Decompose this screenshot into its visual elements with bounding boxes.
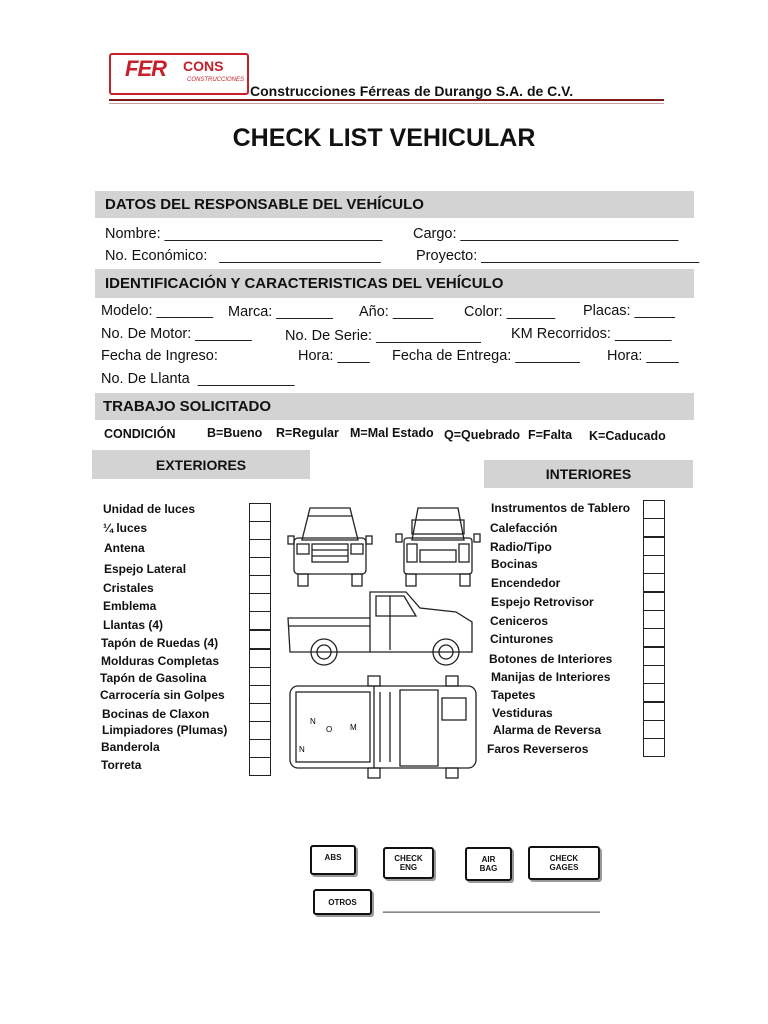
field-fecha-ingreso[interactable]: Fecha de Ingreso:: [101, 348, 218, 364]
int-checkbox[interactable]: [643, 628, 665, 647]
field-fecha-entrega[interactable]: Fecha de Entrega: ________: [392, 348, 580, 364]
field-nombre[interactable]: Nombre: ___________________________: [105, 226, 383, 242]
ext-checkbox[interactable]: [249, 521, 271, 540]
int-checkbox[interactable]: [643, 720, 665, 739]
field-hora-entrega[interactable]: Hora: ____: [607, 348, 679, 364]
int-item-label: Tapetes: [491, 688, 536, 702]
int-item-label: Botones de Interiores: [489, 652, 613, 666]
ext-item-label: Torreta: [101, 758, 142, 772]
ext-item-label: Molduras Completas: [101, 654, 220, 668]
int-checkbox[interactable]: [643, 702, 665, 721]
int-item-label: Vestiduras: [492, 706, 553, 720]
field-no-motor[interactable]: No. De Motor: _______: [101, 326, 252, 342]
int-item-label: Calefacción: [490, 521, 558, 535]
int-checkbox[interactable]: [643, 738, 665, 757]
otros-line[interactable]: ______________________________: [383, 898, 600, 913]
truck-front-view-icon: [288, 508, 372, 586]
field-anio[interactable]: Año: _____: [359, 304, 434, 320]
ext-item-label: Cristales: [103, 581, 154, 595]
ext-item-label: Carrocería sin Golpes: [100, 688, 225, 702]
logo-text-cons: CONS: [183, 58, 224, 74]
diagram-mark-n1: N: [310, 717, 316, 726]
exteriores-title: EXTERIORES: [155, 456, 247, 473]
ext-item-label: Banderola: [101, 740, 160, 754]
ext-checkbox[interactable]: [249, 611, 271, 630]
diagram-mark-o: O: [326, 725, 333, 734]
ext-item-label: Tapón de Gasolina: [100, 671, 207, 685]
ext-item-label: Espejo Lateral: [104, 562, 187, 576]
field-modelo[interactable]: Modelo: _______: [101, 303, 214, 319]
ext-item-label: ¼ luces: [103, 521, 148, 535]
int-checkbox[interactable]: [643, 518, 665, 537]
check-gages-label: CHECK GAGES: [549, 854, 579, 872]
condicion-mal-estado: M=Mal Estado: [350, 426, 434, 440]
ext-checkbox[interactable]: [249, 739, 271, 758]
field-no-economico[interactable]: No. Económico: ____________________: [105, 248, 381, 264]
truck-diagram: [280, 500, 485, 785]
check-eng-indicator[interactable]: [383, 847, 434, 879]
condicion-regular: R=Regular: [276, 426, 339, 440]
ext-item-label: Bocinas de Claxon: [102, 707, 210, 721]
field-no-serie[interactable]: No. De Serie: _____________: [285, 328, 481, 344]
truck-top-view-icon: [290, 676, 476, 778]
truck-side-view-icon: [288, 592, 472, 665]
int-item-label: Cinturones: [490, 632, 554, 646]
int-checkbox[interactable]: [643, 573, 665, 592]
air-bag-indicator[interactable]: [465, 847, 512, 881]
field-cargo[interactable]: Cargo: ___________________________: [413, 226, 679, 242]
field-color[interactable]: Color: ______: [464, 304, 556, 320]
section-trabajo-title: TRABAJO SOLICITADO: [103, 398, 272, 415]
truck-rear-view-icon: [396, 508, 480, 586]
ext-checkbox[interactable]: [249, 721, 271, 740]
ext-checkbox[interactable]: [249, 539, 271, 558]
diagram-mark-m: M: [350, 723, 357, 732]
header-rule-thin: [109, 103, 664, 104]
otros-indicator[interactable]: [313, 889, 372, 915]
abs-indicator[interactable]: [310, 845, 356, 875]
condicion-caducado: K=Caducado: [589, 429, 666, 443]
int-item-label: Instrumentos de Tablero: [491, 501, 631, 515]
logo-subtext: CONSTRUCCIONES: [187, 77, 245, 83]
abs-label: ABS: [324, 853, 342, 862]
ext-item-label: Unidad de luces: [103, 502, 196, 516]
header-rule: [109, 99, 664, 101]
field-km-recorridos[interactable]: KM Recorridos: _______: [511, 326, 672, 342]
ext-item-label: Emblema: [103, 599, 157, 613]
condicion-quebrado: Q=Quebrado: [444, 428, 521, 442]
field-marca[interactable]: Marca: _______: [228, 304, 333, 320]
ext-checkbox[interactable]: [249, 630, 271, 649]
ext-item-label: Llantas (4): [103, 618, 164, 632]
field-hora-ingreso[interactable]: Hora: ____: [298, 348, 370, 364]
ext-item-label: Tapón de Ruedas (4): [101, 636, 219, 650]
condicion-bueno: B=Bueno: [207, 426, 263, 440]
section-trabajo: [95, 393, 694, 420]
ext-item-label: Limpiadores (Plumas): [102, 723, 228, 737]
field-placas[interactable]: Placas: _____: [583, 303, 675, 319]
diagram-mark-n2: N: [299, 745, 305, 754]
section-identificacion-title: IDENTIFICACIÓN Y CARACTERISTICAS DEL VEHÍCULO: [105, 275, 504, 292]
ext-checkbox[interactable]: [249, 649, 271, 668]
int-checkbox[interactable]: [643, 555, 665, 574]
company-logo: [109, 53, 249, 95]
check-gages-indicator[interactable]: [528, 846, 600, 880]
int-item-label: Ceniceros: [490, 614, 549, 628]
int-checkbox[interactable]: [643, 647, 665, 666]
int-item-label: Encendedor: [491, 576, 561, 590]
int-item-label: Faros Reverseros: [487, 742, 589, 756]
int-item-label: Manijas de Interiores: [491, 670, 611, 684]
company-name: Construcciones Férreas de Durango S.A. de C.V.: [250, 83, 574, 99]
int-item-label: Radio/Tipo: [490, 540, 552, 554]
int-checkbox[interactable]: [643, 610, 665, 629]
ext-checkbox[interactable]: [249, 757, 271, 776]
interiores-title: INTERIORES: [545, 466, 632, 482]
int-checkbox[interactable]: [643, 665, 665, 684]
field-no-llanta[interactable]: No. De Llanta ____________: [101, 371, 295, 387]
field-proyecto[interactable]: Proyecto: ___________________________: [416, 248, 700, 264]
int-item-label: Espejo Retrovisor: [491, 595, 594, 609]
section-responsable-title: DATOS DEL RESPONSABLE DEL VEHÍCULO: [105, 196, 424, 213]
section-responsable: [95, 191, 694, 218]
ext-checkbox[interactable]: [249, 503, 271, 522]
condicion-label: CONDICIÓN: [104, 427, 176, 441]
int-checkbox[interactable]: [643, 537, 665, 556]
page-title: CHECK LIST VEHICULAR: [232, 124, 536, 152]
int-item-label: Alarma de Reversa: [493, 723, 602, 737]
int-checkbox[interactable]: [643, 592, 665, 611]
otros-label: OTROS: [328, 897, 357, 907]
ext-checkbox[interactable]: [249, 557, 271, 576]
condicion-falta: F=Falta: [528, 428, 573, 442]
section-identificacion: [95, 269, 694, 298]
ext-checkbox[interactable]: [249, 685, 271, 704]
air-bag-label: AIR BAG: [479, 855, 498, 873]
ext-checkbox[interactable]: [249, 575, 271, 594]
logo-text-fer: FER: [125, 56, 166, 81]
interiores-header: [484, 460, 693, 488]
int-checkbox[interactable]: [643, 683, 665, 702]
check-eng-label: CHECK ENG: [394, 854, 423, 872]
ext-item-label: Antena: [104, 541, 145, 555]
exteriores-header: [92, 450, 310, 479]
ext-checkbox[interactable]: [249, 667, 271, 686]
ext-checkbox[interactable]: [249, 593, 271, 612]
int-item-label: Bocinas: [491, 557, 538, 571]
int-checkbox[interactable]: [643, 500, 665, 519]
ext-checkbox[interactable]: [249, 703, 271, 722]
